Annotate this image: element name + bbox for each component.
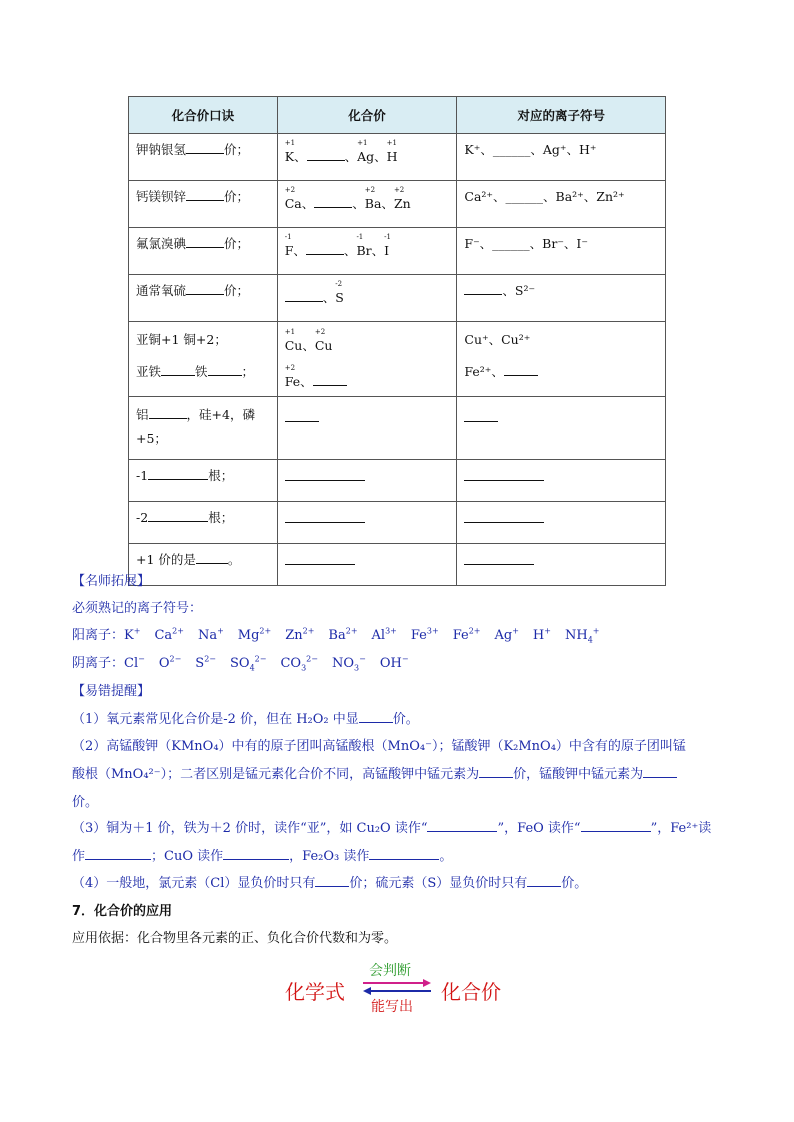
table-row: [129, 275, 666, 322]
judge-label: 会判断: [369, 963, 411, 979]
mnemonic-cell: 钙镁钡锌 价；: [129, 181, 278, 228]
ion-cell: Cu⁺、Cu²⁺ Fe²⁺、: [457, 322, 666, 397]
ion-cell: K⁺、______、Ag⁺、H⁺: [457, 134, 666, 181]
element-k: +1 K: [284, 139, 296, 164]
element-f: -1 F: [284, 233, 294, 258]
mnemonic-cell: 通常氧硫 价；: [129, 275, 278, 322]
ion-cell: Ca²⁺、______、Ba²⁺、Zn²⁺: [457, 181, 666, 228]
valence-word: 化合价: [441, 980, 501, 1004]
error-tips-title: 【易错提醒】: [72, 684, 151, 699]
section-7-title: 7．化合价的应用: [72, 904, 173, 919]
ion-cell: 、S²⁻: [457, 275, 666, 322]
valence-cell: +1 Cu、 +2 Cu +2 Fe、: [277, 322, 457, 397]
application-basis: 应用依据：化合物里各元素的正、负化合价代数和为零。: [72, 931, 398, 946]
ion-cell: [457, 397, 666, 460]
ion-cell: [457, 502, 666, 544]
valence-cell: [277, 397, 457, 460]
mnemonic-cell: -2 根；: [129, 502, 278, 544]
valence-table: [128, 96, 666, 586]
ion-cell: [457, 460, 666, 502]
mnemonic-cell: 铝 ，硅+4，磷 +5；: [129, 397, 278, 460]
element-ca: +2 Ca: [284, 186, 302, 211]
header-mnemonic: 化合价口诀: [129, 97, 278, 134]
table-row: [129, 134, 666, 181]
element-h: +1 H: [386, 139, 398, 164]
valence-cell: [277, 460, 457, 502]
double-arrow-icon: [361, 979, 433, 995]
ion-cell: F⁻、______、Br⁻、I⁻: [457, 228, 666, 275]
error-tip-2: （2）高锰酸钾（KMnO₄）中有的原子团叫高锰酸根（MnO₄⁻）；锰酸钾（K₂MnO₄）中含有的原子团叫锰 酸根（MnO₄²⁻）；二者区别是锰元素化合价不同，高锰酸钾中锰元素为 价，锰酸钾中锰元素为 价。: [72, 739, 686, 810]
table-row: [129, 228, 666, 275]
formula-valence-diagram: [285, 960, 515, 1020]
error-tip-1: （1）氧元素常见化合价是-2 价，但在 H₂O₂ 中显 价。: [72, 712, 419, 727]
table-row: [129, 544, 666, 586]
element-ag: +1 Ag: [357, 139, 375, 164]
element-s: -2 S: [335, 280, 344, 305]
cation-list: 阳离子：K+ $Ca^{2+}$ Na+ $Mg^{2+}$ $Zn^{2+}$ $Ba^{2+}$ $Al^{3+}$ $Fe^{3+}$ $Fe^{2+}$ Ag+ H+ $NH_4^+$: [72, 626, 600, 645]
error-tip-3: （3）铜为＋1 价，铁为＋2 价时，读作“亚”，如 Cu₂O 读作“ ”，FeO 读作“ ”，Fe²⁺读 作 ；CuO 读作 ，Fe₂O₃ 读作 。: [72, 821, 712, 864]
chemical-formula-word: 化学式: [285, 980, 345, 1004]
table-row: [129, 460, 666, 502]
element-i: -1 I: [384, 233, 391, 258]
mnemonic-cell: 氟氯溴碘 价；: [129, 228, 278, 275]
mnemonic-cell: +1 价的是 。: [129, 544, 278, 586]
element-br: -1 Br: [356, 233, 372, 258]
mnemonic-cell: 亚铜+1 铜+2； 亚铁 铁 ；: [129, 322, 278, 397]
table-row: [129, 397, 666, 460]
valence-cell: 、 -2 S: [277, 275, 457, 322]
error-tip-4: （4）一般地，氯元素（Cl）显负价时只有 价；硫元素（S）显负价时只有 价。: [72, 876, 588, 891]
table-header-row: [129, 97, 666, 134]
element-cu-2: +2 Cu: [314, 328, 333, 353]
teacher-extension-title: 【名师拓展】: [72, 574, 151, 589]
header-valence: 化合价: [277, 97, 457, 134]
header-ion-symbol: 对应的离子符号: [457, 97, 666, 134]
element-fe: +2 Fe: [284, 364, 301, 389]
table-row: [129, 322, 666, 397]
valence-cell: -1 F、 、 -1 Br、 -1 I: [277, 228, 457, 275]
mnemonic-cell: -1 根；: [129, 460, 278, 502]
element-ba: +2 Ba: [364, 186, 382, 211]
anion-list: 阴离子：Cl− $O^{2-}$ $S^{2-}$ $SO_4^{2-}$ $CO_3^{2-}$ $NO_3^-$ OH−: [72, 654, 409, 673]
table-row: [129, 181, 666, 228]
valence-cell: [277, 544, 457, 586]
ions-intro: 必须熟记的离子符号：: [72, 601, 203, 616]
valence-cell: +2 Ca、 、 +2 Ba、 +2 Zn: [277, 181, 457, 228]
valence-cell: +1 K、 、 +1 Ag、 +1 H: [277, 134, 457, 181]
valence-cell: [277, 502, 457, 544]
write-label: 能写出: [371, 999, 413, 1015]
table-row: [129, 502, 666, 544]
element-zn: +2 Zn: [393, 186, 411, 211]
element-cu-1: +1 Cu: [284, 328, 303, 353]
ion-cell: [457, 544, 666, 586]
mnemonic-cell: 钾钠银氢 价；: [129, 134, 278, 181]
